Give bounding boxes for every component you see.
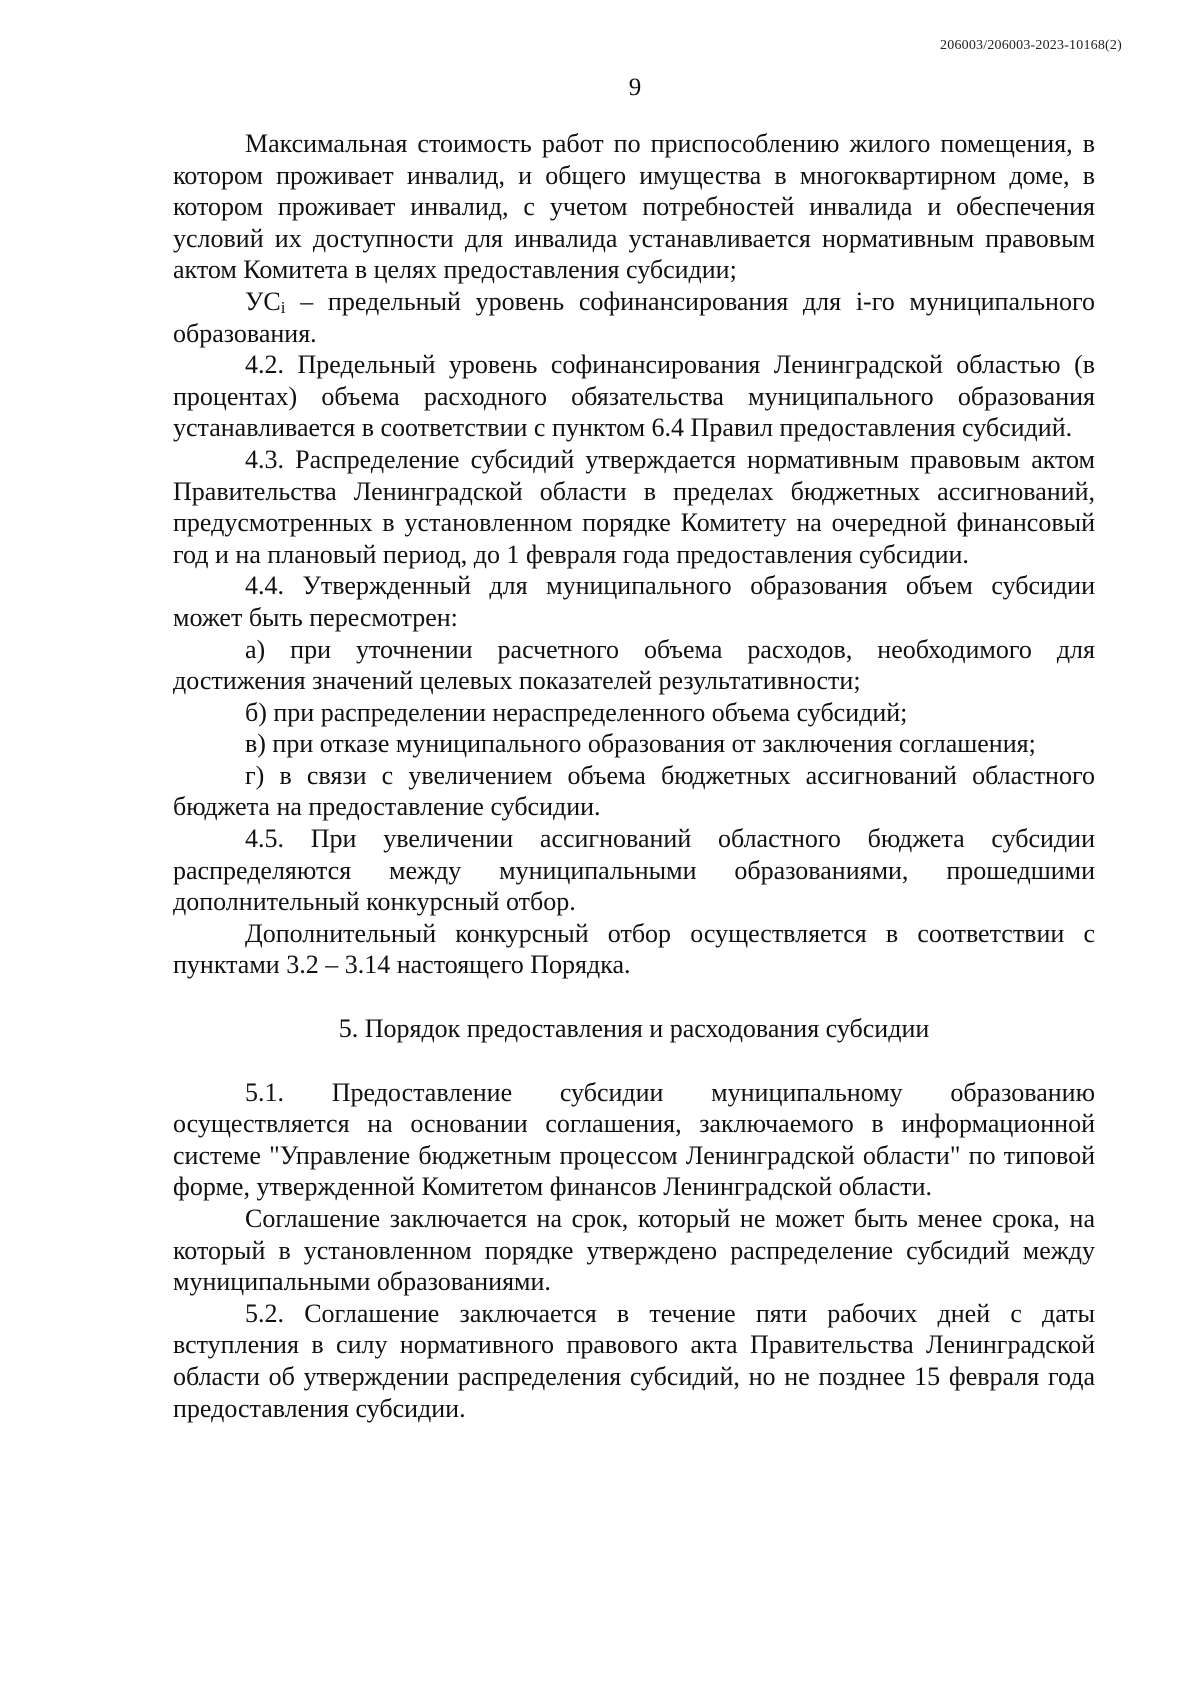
page-number: 9 bbox=[628, 74, 642, 101]
paragraph-max-cost: Максимальная стоимость работ по приспособлению жилого помещения, в котором проживает инвалид, и общего имущества в многоквартирном доме, в котором проживает инвалид, с учетом потребностей инвалида и обеспечения условий их доступности для инвалида устанавливается нормативным правовым актом Комитета в целях предоставления субсидии; bbox=[173, 129, 1095, 285]
paragraph-4-4: 4.4. Утвержденный для муниципального образования объем субсидии может быть пересмотрен: bbox=[173, 571, 1095, 632]
us-definition-text: – предельный уровень софинансирования для i-го муниципального образования. bbox=[173, 286, 1095, 348]
paragraph-4-4-v: в) при отказе муниципального образования от заключения соглашения; bbox=[245, 729, 1036, 759]
paragraph-4-4-b: б) при распределении нераспределенного объема субсидий; bbox=[245, 697, 908, 727]
us-subscript: i bbox=[280, 297, 286, 317]
section-5-heading: 5. Порядок предоставления и расходования субсидии bbox=[338, 1014, 930, 1044]
paragraph-4-2: 4.2. Предельный уровень софинансирования Ленинградской областью (в процентах) объема расходного обязательства муниципального образования устанавливается в соответствии с пунктом 6.4 Правил предоставления субсидий. bbox=[173, 350, 1095, 443]
paragraph-5-1: 5.1. Предоставление субсидии муниципальному образованию осуществляется на основании соглашения, заключаемого в информационной системе "Управление бюджетным процессом Ленинградской области" по типовой форме, утвержденной Комитетом финансов Ленинградской области. bbox=[173, 1077, 1095, 1202]
document-body bbox=[173, 128, 1095, 1424]
paragraph-agreement-term: Соглашение заключается на срок, который не может быть менее срока, на который в установленном порядке утверждено распределение субсидий между муниципальными образованиями. bbox=[173, 1204, 1095, 1297]
document-id: 206003/206003-2023-10168(2) bbox=[940, 38, 1122, 53]
us-symbol: УС bbox=[245, 286, 281, 316]
paragraph-us-definition bbox=[173, 286, 1095, 349]
paragraph-5-2: 5.2. Соглашение заключается в течение пяти рабочих дней с даты вступления в силу нормативного правового акта Правительства Ленинградской области об утверждении распределения субсидий, но не позднее 15 февраля года предоставления субсидии. bbox=[173, 1298, 1095, 1423]
paragraph-4-4-a: а) при уточнении расчетного объема расходов, необходимого для достижения значений целевых показателей результативности; bbox=[173, 634, 1095, 696]
paragraph-additional-selection: Дополнительный конкурсный отбор осуществляется в соответствии с пунктами 3.2 – 3.14 настоящего Порядка. bbox=[173, 918, 1095, 980]
paragraph-4-4-g: г) в связи с увеличением объема бюджетных ассигнований областного бюджета на предоставление субсидии. bbox=[173, 760, 1095, 822]
paragraph-4-5: 4.5. При увеличении ассигнований областного бюджета субсидии распределяются между муниципальными образованиями, прошедшими дополнительный конкурсный отбор. bbox=[173, 824, 1095, 917]
paragraph-4-3: 4.3. Распределение субсидий утверждается нормативным правовым актом Правительства Ленинградской области в пределах бюджетных ассигнований, предусмотренных в установленном порядке Комитету на очередной финансовый год и на плановый период, до 1 февраля года предоставления субсидии. bbox=[173, 444, 1095, 569]
